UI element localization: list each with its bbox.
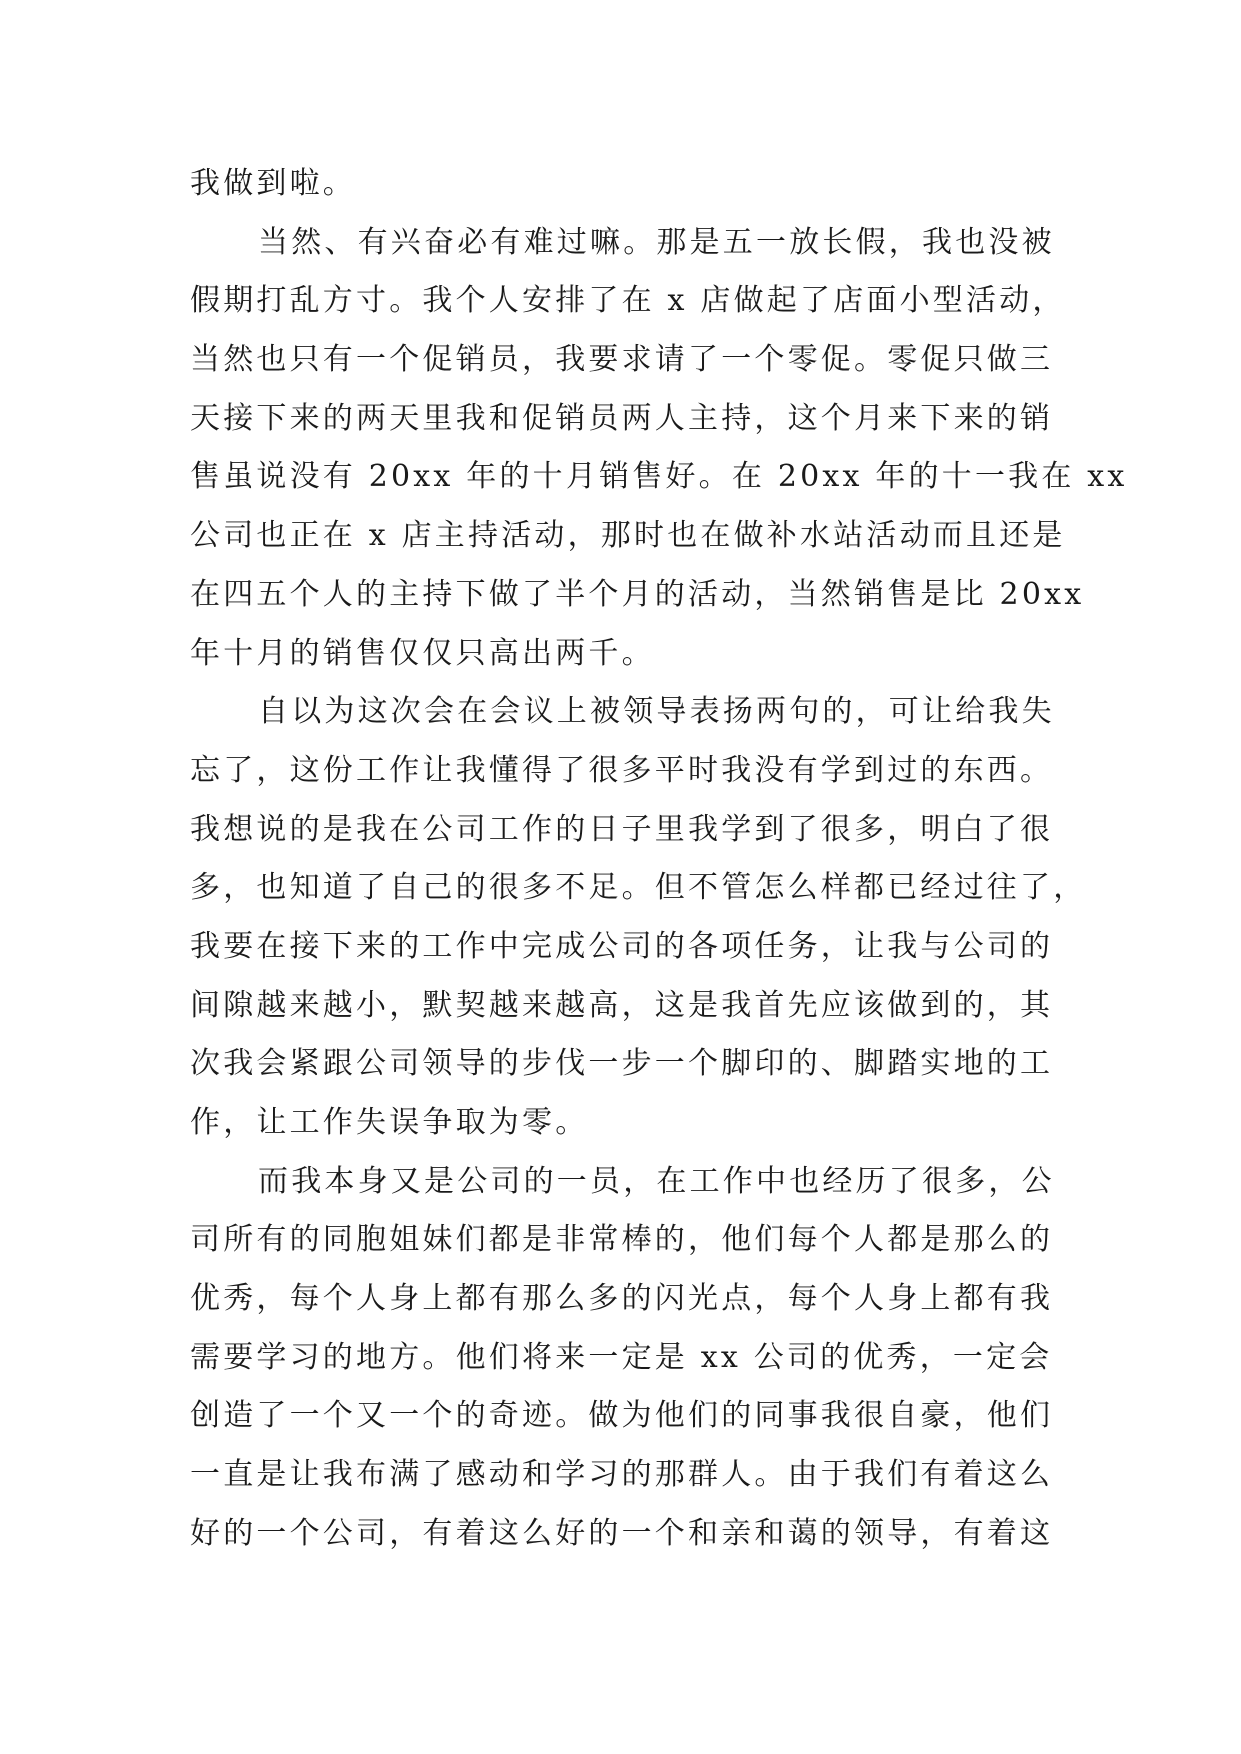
text-line: 我想说的是我在公司工作的日子里我学到了很多，明白了很 (190, 811, 1054, 847)
text-line: 需要学习的地方。他们将来一定是 xx 公司的优秀，一定会 (190, 1339, 1053, 1375)
text-line: 一直是让我布满了感动和学习的那群人。由于我们有着这么 (190, 1457, 1054, 1493)
text-line: 当然也只有一个促销员，我要求请了一个零促。零促只做三 (190, 342, 1054, 378)
text-line: 公司也正在 x 店主持活动，那时也在做补水站活动而且还是 (190, 518, 1066, 554)
text-line: 年十月的销售仅仅只高出两千。 (190, 635, 655, 671)
paragraph-start-line: 当然、有兴奋必有难过嘛。那是五一放长假，我也没被 (258, 224, 1055, 260)
text-line: 司所有的同胞姐妹们都是非常棒的，他们每个人都是那么的 (190, 1222, 1054, 1258)
text-line: 天接下来的两天里我和促销员两人主持，这个月来下来的销 (190, 400, 1054, 436)
text-line: 创造了一个又一个的奇迹。做为他们的同事我很自豪，他们 (190, 1398, 1054, 1434)
text-line: 多，也知道了自己的很多不足。但不管怎么样都已经过往了， (190, 870, 1087, 906)
text-line: 在四五个人的主持下做了半个月的活动，当然销售是比 20xx (190, 576, 1085, 612)
text-line: 间隙越来越小，默契越来越高，这是我首先应该做到的，其 (190, 987, 1054, 1023)
text-line: 售虽说没有 20xx 年的十月销售好。在 20xx 年的十一我在 xx (190, 459, 1128, 495)
text-line: 我做到啦。 (190, 166, 356, 201)
text-line: 假期打乱方寸。我个人安排了在 x 店做起了店面小型活动， (190, 283, 1066, 319)
text-line: 作，让工作失误争取为零。 (190, 1105, 589, 1140)
text-line: 忘了，这份工作让我懂得了很多平时我没有学到过的东西。 (190, 752, 1054, 788)
text-line: 我要在接下来的工作中完成公司的各项任务，让我与公司的 (190, 928, 1054, 964)
text-line: 好的一个公司，有着这么好的一个和亲和蔼的领导，有着这 (190, 1515, 1054, 1551)
text-line: 次我会紧跟公司领导的步伐一步一个脚印的、脚踏实地的工 (190, 1046, 1054, 1082)
paragraph-start-line: 而我本身又是公司的一员，在工作中也经历了很多，公 (258, 1163, 1055, 1199)
text-line: 优秀，每个人身上都有那么多的闪光点，每个人身上都有我 (190, 1281, 1054, 1317)
paragraph-start-line: 自以为这次会在会议上被领导表扬两句的，可让给我失 (258, 694, 1055, 730)
document-body (190, 155, 1128, 1564)
